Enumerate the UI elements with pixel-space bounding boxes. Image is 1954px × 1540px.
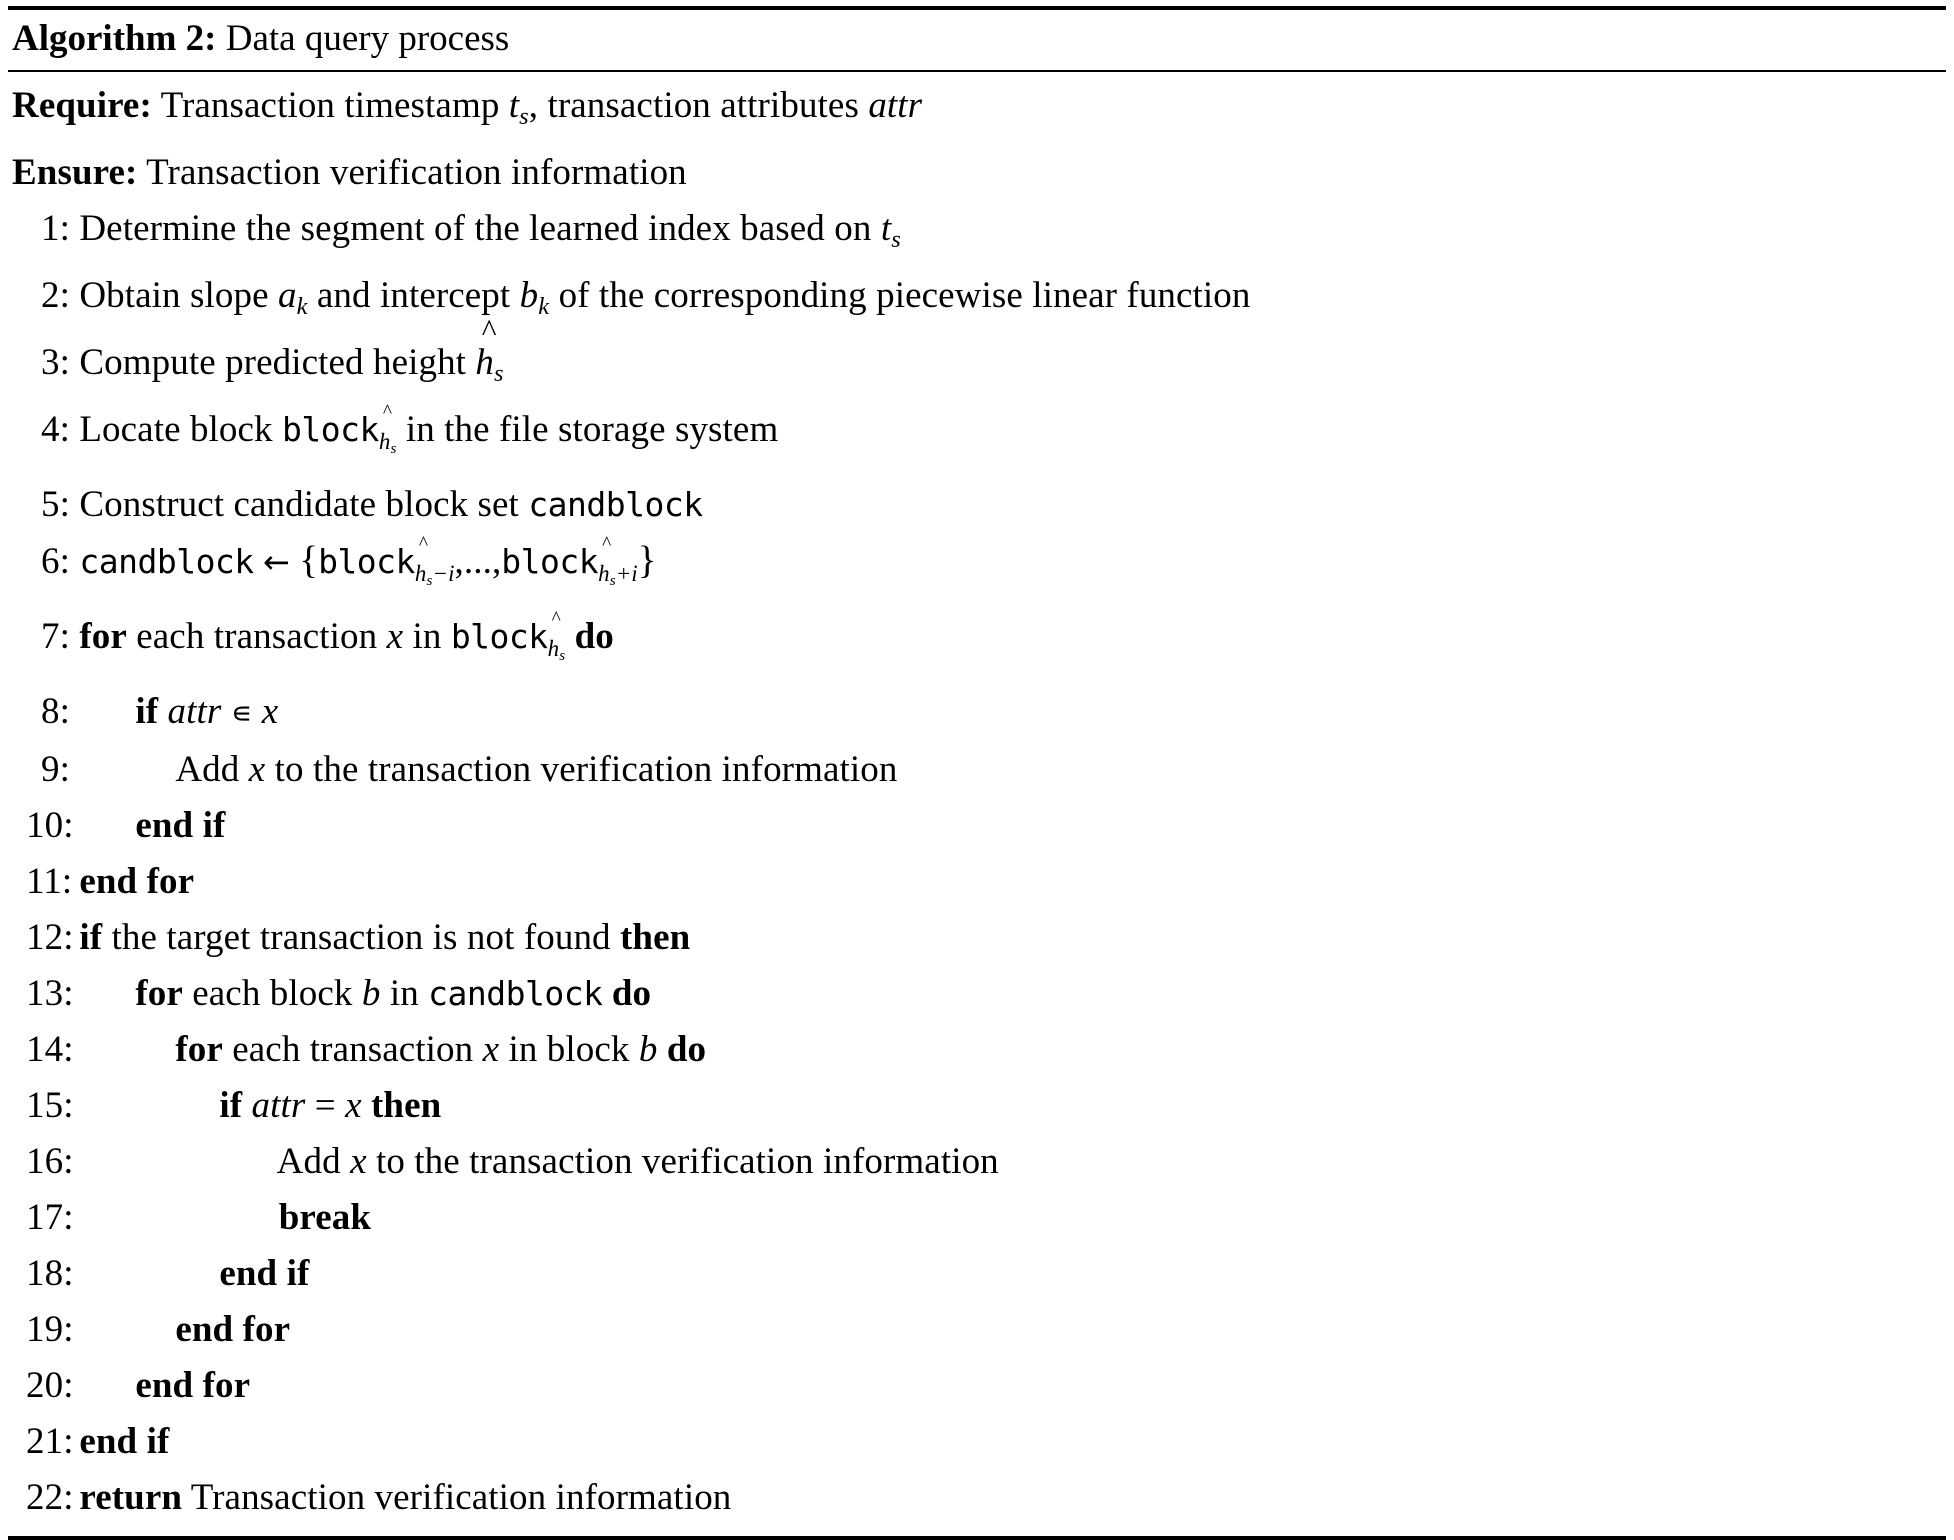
algo-line-18 bbox=[12, 1246, 1942, 1302]
line-text: Determine the segment of the learned index based on bbox=[79, 208, 872, 250]
keyword-if: if bbox=[219, 1085, 243, 1127]
line-number: 12: bbox=[26, 917, 74, 959]
var-x: x bbox=[386, 616, 404, 658]
line-number: 18: bbox=[26, 1253, 74, 1295]
algo-line-3 bbox=[12, 335, 1942, 402]
line-text-a: each block bbox=[192, 973, 353, 1015]
algo-line-4 bbox=[12, 402, 1942, 477]
algo-line-12 bbox=[12, 910, 1942, 966]
line-text-b: to the transaction verification information bbox=[274, 749, 898, 791]
var-x: x bbox=[350, 1141, 367, 1183]
line-text-a: Add bbox=[276, 1141, 341, 1183]
ensure-line bbox=[12, 145, 1942, 201]
line-number: 2: bbox=[41, 274, 70, 316]
require-attr: attr bbox=[868, 85, 923, 127]
require-line bbox=[12, 78, 1942, 145]
line-text-a: the target transaction is not found bbox=[111, 917, 611, 959]
algo-line-6 bbox=[12, 533, 1942, 609]
algorithm-title: Data query process bbox=[225, 18, 510, 59]
line-number: 11: bbox=[26, 861, 73, 903]
var-b: b bbox=[638, 1029, 658, 1071]
algo-line-11 bbox=[12, 854, 1942, 910]
line-text-b: in bbox=[389, 973, 419, 1015]
var-b: b bbox=[361, 973, 381, 1015]
line-indent bbox=[79, 1253, 219, 1294]
keyword-if: if bbox=[135, 691, 159, 733]
line-text-a: each transaction bbox=[136, 616, 378, 658]
line-number: 17: bbox=[26, 1197, 74, 1239]
keyword-for: for bbox=[135, 973, 183, 1015]
line-number: 6: bbox=[41, 540, 70, 582]
mono-block: block bbox=[282, 409, 379, 449]
keyword-end-if: end if bbox=[79, 1421, 170, 1463]
assign-arrow: ← bbox=[263, 542, 290, 581]
line-text-b: in bbox=[412, 616, 442, 658]
line-number: 22: bbox=[26, 1477, 74, 1519]
subscript-h-hat-s: ^ $_{h_s}$ bbox=[548, 636, 566, 661]
line-number: 3: bbox=[41, 341, 70, 383]
require-var-t: $t_s$ bbox=[508, 85, 529, 131]
algo-line-2 bbox=[12, 268, 1942, 335]
line-indent bbox=[79, 805, 135, 846]
mono-candblock: candblock bbox=[79, 541, 254, 581]
keyword-end-for: end for bbox=[175, 1309, 291, 1351]
algorithm-body bbox=[8, 72, 1946, 1536]
algo-line-5 bbox=[12, 477, 1942, 533]
ensure-label: Ensure: bbox=[12, 152, 138, 194]
line-indent bbox=[79, 1029, 175, 1070]
keyword-then: then bbox=[370, 1085, 442, 1127]
line-indent bbox=[79, 749, 175, 790]
expr-attr: attr bbox=[251, 1085, 306, 1127]
algo-line-10 bbox=[12, 798, 1942, 854]
line-indent bbox=[79, 973, 135, 1014]
keyword-return: return bbox=[79, 1477, 183, 1519]
mono-block: block bbox=[501, 541, 599, 581]
line-text-a: Obtain slope bbox=[79, 274, 269, 316]
equals-symbol: = bbox=[314, 1085, 336, 1127]
algo-line-8 bbox=[12, 684, 1942, 742]
algo-line-20 bbox=[12, 1358, 1942, 1414]
line-text-a: Construct candidate block set bbox=[79, 483, 519, 525]
mono-block: block bbox=[450, 617, 548, 657]
line-text-c: of the corresponding piecewise linear function bbox=[558, 274, 1251, 316]
algo-line-7 bbox=[12, 609, 1942, 684]
algorithm-label: Algorithm 2: bbox=[12, 18, 217, 59]
algorithm-block bbox=[8, 6, 1946, 1540]
algo-line-15 bbox=[12, 1078, 1942, 1134]
keyword-break: break bbox=[278, 1197, 372, 1239]
expr-attr: attr bbox=[167, 691, 222, 733]
algo-line-14 bbox=[12, 1022, 1942, 1078]
line-number: 4: bbox=[41, 408, 70, 450]
line-number: 19: bbox=[26, 1309, 74, 1351]
keyword-for: for bbox=[79, 616, 127, 658]
require-text-b: , transaction attributes bbox=[528, 85, 859, 127]
line-number: 15: bbox=[26, 1085, 74, 1127]
var-x: x bbox=[482, 1029, 500, 1071]
line-text-b: and intercept bbox=[316, 274, 511, 316]
keyword-end-for: end for bbox=[79, 861, 195, 903]
line-number: 1: bbox=[41, 208, 70, 250]
mono-candblock: candblock bbox=[428, 974, 603, 1014]
subscript-h-hat-s-minus-i: ^ $_{h_s-i}$ bbox=[415, 561, 455, 586]
keyword-end-for: end for bbox=[135, 1365, 251, 1407]
algo-line-17 bbox=[12, 1190, 1942, 1246]
mono-candblock: candblock bbox=[528, 484, 703, 524]
ensure-text: Transaction verification information bbox=[146, 152, 687, 194]
expr-x: x bbox=[345, 1085, 362, 1127]
comma-dots: ,..., bbox=[454, 540, 502, 582]
line-number: 7: bbox=[41, 616, 70, 658]
keyword-if: if bbox=[79, 917, 103, 959]
line-text-b: in block bbox=[508, 1029, 630, 1071]
keyword-do: do bbox=[574, 616, 614, 658]
line-number: 14: bbox=[26, 1029, 74, 1071]
line-indent bbox=[79, 1309, 175, 1350]
algorithm-title-row bbox=[8, 10, 1946, 70]
algo-line-19 bbox=[12, 1302, 1942, 1358]
line-text-a: Add bbox=[175, 749, 240, 791]
algo-line-13 bbox=[12, 966, 1942, 1022]
keyword-end-if: end if bbox=[135, 805, 226, 847]
line-number: 21: bbox=[26, 1421, 74, 1463]
line-number: 8: bbox=[41, 691, 70, 733]
line-indent bbox=[79, 691, 135, 732]
keyword-do: do bbox=[666, 1029, 707, 1071]
var-ak: $a_k$ bbox=[277, 274, 308, 320]
algo-line-21 bbox=[12, 1414, 1942, 1470]
require-label: Require: bbox=[12, 85, 152, 127]
keyword-then: then bbox=[620, 917, 691, 959]
line-text-b: to the transaction verification information bbox=[375, 1141, 999, 1183]
line-text: Compute predicted height bbox=[79, 341, 467, 383]
set-open-brace: { bbox=[299, 538, 319, 582]
line-number: 13: bbox=[26, 973, 74, 1015]
line-indent bbox=[79, 1085, 219, 1126]
algo-line-22 bbox=[12, 1470, 1942, 1526]
var-h-hat-s: ^ $h_s$ bbox=[475, 335, 503, 402]
line-number: 9: bbox=[41, 749, 70, 791]
keyword-for: for bbox=[175, 1029, 223, 1071]
line-number: 5: bbox=[41, 483, 70, 525]
algo-line-1 bbox=[12, 201, 1942, 268]
algo-line-9 bbox=[12, 742, 1942, 798]
require-text-a: Transaction timestamp bbox=[160, 85, 500, 127]
var-bk: $b_k$ bbox=[519, 274, 550, 320]
line-text-a: each transaction bbox=[232, 1029, 474, 1071]
var-x: x bbox=[248, 749, 266, 791]
var-ts: $t_s$ bbox=[880, 208, 901, 253]
keyword-end-if: end if bbox=[219, 1253, 310, 1295]
line-indent bbox=[79, 1365, 135, 1406]
line-number: 10: bbox=[26, 805, 74, 847]
subscript-h-hat-s: ^ $_{h_s}$ bbox=[379, 429, 397, 454]
line-number: 16: bbox=[26, 1141, 74, 1183]
line-text-a: Locate block bbox=[79, 408, 273, 450]
set-close-brace: } bbox=[637, 538, 657, 582]
line-number: 20: bbox=[26, 1365, 74, 1407]
bottom-rule bbox=[8, 1536, 1946, 1540]
subscript-h-hat-s-plus-i: ^ $_{h_s+i}$ bbox=[598, 561, 638, 586]
element-of-symbol: ∊ bbox=[230, 696, 253, 732]
expr-x: x bbox=[261, 691, 279, 733]
algo-line-16 bbox=[12, 1134, 1942, 1190]
line-text-a: Transaction verification information bbox=[190, 1477, 732, 1519]
mono-block: block bbox=[318, 541, 415, 581]
keyword-do: do bbox=[611, 973, 652, 1015]
line-text-b: in the file storage system bbox=[405, 408, 779, 450]
